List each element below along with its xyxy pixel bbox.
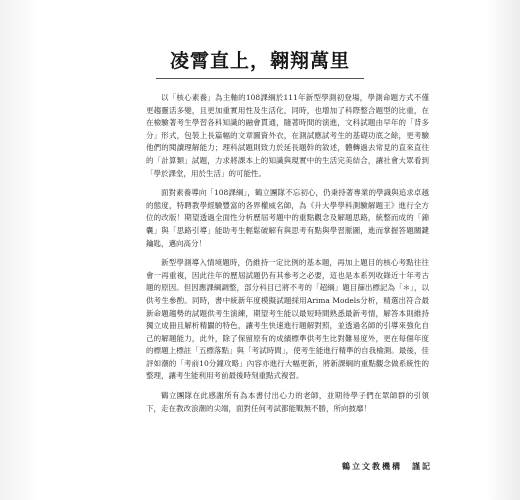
paragraph-1: 以「核心素養」為主軸的108課綱於111年新型學測初登場，學測命題方式不僅更趨靈活多變，且更加重實用性及生活化，同時，也增加了科際整合題型的比重，在在檢驗著考生學習各科知識的融會貫通，隨著時間的演進，文科試題由早年的「背多分」形式，包裝上長篇幅的文章圖資外衣，在測試應試考生的基礎功底之餘，更考驗他們的閱讀理解能力；理科試題則致力於延長題幹的敘述，體轉過去常見的直來直往的「計算類」試題，力求將課本上的知識與現實中的生活完美結合，讓社會大眾看到「學於課堂，用於生活」的可能性。 xyxy=(146,93,429,178)
paragraph-3: 新型學測導入情境題時，仍維持一定比例的基本題，再加上題目的核心考點往往會一再重複，因此往年的歷屆試題仍有其參考之必要，這也是本系列收錄近十年考古題的原因。但因應課綱調整，部分科目已將不考的「超綱」題目篩出標記為「＊」，以供考生參酌。同時，書中統新年度模擬試題採用Arima Models分析，精選出符合最新命題趨勢的試題供考生演練，期望考生能以最短時間熟悉最新考情，解答本則維持獨立成冊且解析精闢的特色，讓考生快速進行題解對照，並透過名師的引導來強化自己的解題能力，此外，除了保留原有的成績標準供考生比對難易度外，更在每個年度的標題上標註「五標落點」與「考試時間」，使考生能進行精準的自我檢測。最後，佳評如潮的「考前10分鐘攻略」內容亦進行大幅更新，將新課綱的重點觀念做系統性的整理，讓考生能利用考前最後時刻重點式複習。 xyxy=(146,258,429,381)
paragraph-4: 鶴立團隊在此感謝所有為本書付出心力的老師，並期待學子們在眾師群的引領下，走在教改浪潮的尖端，面對任何考試都能戰無不勝，所向披靡！ xyxy=(146,391,429,413)
title-block xyxy=(0,46,520,79)
paragraph-2: 面對素養導向「108課綱」，鶴立團隊不忘初心，仍秉持著專業的學識與追求卓越的態度，特聘教學經驗豐富的各界權威名師，為《升大學學科測驗解題王》進行全方位的改版！期望透過全面性分析歷屆考題中的重點觀念及解題思路，統整而成的「錦囊」與「思路引導」能助考生輕鬆破解有與思考有點與學習脈圖，進而掌握答題關鍵鑰匙，邁向高分！ xyxy=(146,188,429,248)
page-title: 凌霄直上，翱翔萬里 xyxy=(156,46,364,79)
signature: 鶴立文教機構 謹記 xyxy=(342,461,432,471)
preface-body xyxy=(146,92,429,422)
